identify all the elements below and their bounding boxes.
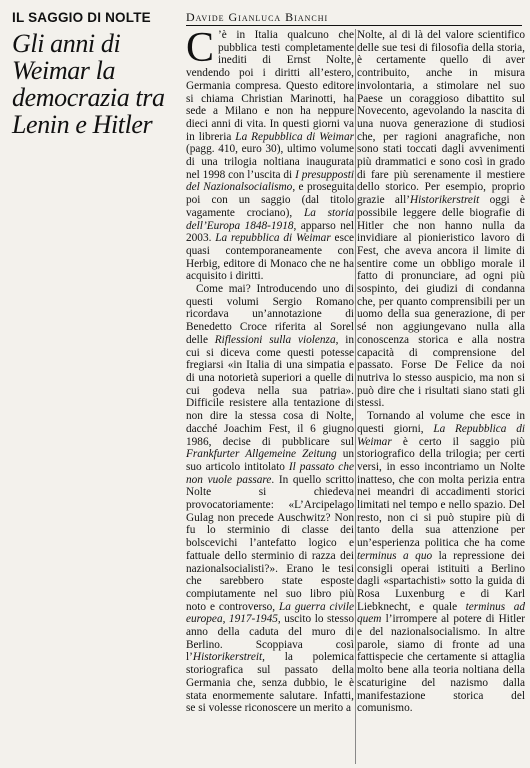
article-column-2 — [357, 29, 525, 715]
paragraph: Tornando al volume che esce in questi giorni, La Repubblica di Weimar è certo il saggio più storiografico della trilogia; per certi versi, in esso incontriamo un Nolte inatteso, che con molta perizia entra nei meandri di accadimenti storici limitati nel tempo e nello spazio. Del resto, non ci si può stupire più di tanto della sua attenzione per un’esperienza politica che ha come terminus a quo la repressione dei consigli operai istituiti a Berlino dagli «spartachisti» sotto la guida di Rosa Luxenburg e di Karl Liebknecht, e quale terminus ad quem l’irrompere al potere di Hitler e del nazionalsocialismo. In altre parole, siamo di fronte ad una fattispecie che certamente si attaglia molto bene alla teoria noltiana della scaturigine del nazismo dalla manifestazione storica del comunismo. — [357, 410, 525, 715]
byline: Davide Gianluca Bianchi — [186, 10, 329, 24]
paragraph: C ’è in Italia qualcuno che pubblica testi completamente inediti di Ernst Nolte, vendendo poi i diritti all’estero, Germania compresa. Questo editore si chiama Christian Marinotti, ha sede a Milano e non ha neppure dieci anni di vita. In questi giorni va in libreria La Repubblica di Weimar (pagg. 410, euro 30), ultimo volume di una trilogia noltiana inaugurata nel 1998 con l’uscita di I presupposti del Nazionalsocialismo, e proseguita poi con un saggio (dal titolo vagamente crociano), La storia dell’Europa 1848-1918, apparso nel 2003. La repubblica di Weimar esce quasi contemporaneamente con Herbig, editore di Monaco che ne ha acquisito i diritti. — [186, 25, 354, 283]
column-divider — [355, 29, 356, 764]
article-headline: Gli anni di Weimar la democrazia tra Lenin e Hitler — [12, 29, 165, 139]
top-rule — [186, 25, 522, 26]
article-column-1 — [186, 25, 354, 715]
paragraph: Come mai? Introducendo uno di questi volumi Sergio Romano ricordava un’annotazione di Benedetto Croce riferita al Sorel delle Riflessioni sulla violenza, in cui si diceva come questi potesse fregiarsi «in Italia di una simpatia e di una notorietà superiori a quelle di cui godeva nella sua patria». Difficile resistere alla tentazione di non dire la stessa cosa di Nolte, dacché Joachim Fest, il 6 giugno 1986, decise di pubblicare sul Frankfurter Allgemeine Zeitung un suo articolo intitolato Il passato che non vuole passare. In quello scritto Nolte si chiedeva provocatoriamente: «L’Arcipelago Gulag non precede Auschwitz? Non fu lo sterminio di classe dei bolscevichi l’antefatto logico e fattuale dello sterminio di razza dei nazionalsocialisti?». Erano le tesi che sarebbero state esposte compiutamente nel suo libro più noto e controverso, La guerra civile europea, 1917-1945, uscito lo stesso anno della caduta del muro di Berlino. Scoppiava così l’Historikerstreit, la polemica storiografica sul passato della Germania che, senza dubbio, le è stata enormemente salutare. Infatti, se si volesse riconoscere un merito a — [186, 283, 354, 715]
paragraph: Nolte, al di là del valore scientifico delle sue tesi di filosofia della storia, è certamente quello di aver contribuito, anche in misura involontaria, a stimolare nel suo Paese un coraggioso dibattito sul Novecento, agevolando la nascita di una nuova generazione di studiosi che, per ragioni anagrafiche, non sono stati toccati dagli avvenimenti più drammatici e sono così in grado di fare più serenamente il mestiere dello storico. Per esempio, proprio grazie all’Historikerstreit oggi è possibile leggere delle biografie di Hitler che non hanno nulla da invidiare al pionieristico lavoro di Fest, che aveva ancora il limite di sentire come un obbligo morale il fatto di pronunciare, ad ogni più sospinto, dei giudizi di condanna che, per quanto comprensibili per un uomo della sua generazione, di per sé non aggiungevano nulla alla conoscenza storica e alla nostra capacità di comprensione del passato. Forse De Felice da noi nutriva lo stesso auspicio, ma non si può dire che i risultati siano stati gli stessi. — [357, 29, 525, 410]
section-rubric: IL SAGGIO DI NOLTE — [12, 10, 151, 25]
drop-cap: C — [186, 25, 215, 71]
